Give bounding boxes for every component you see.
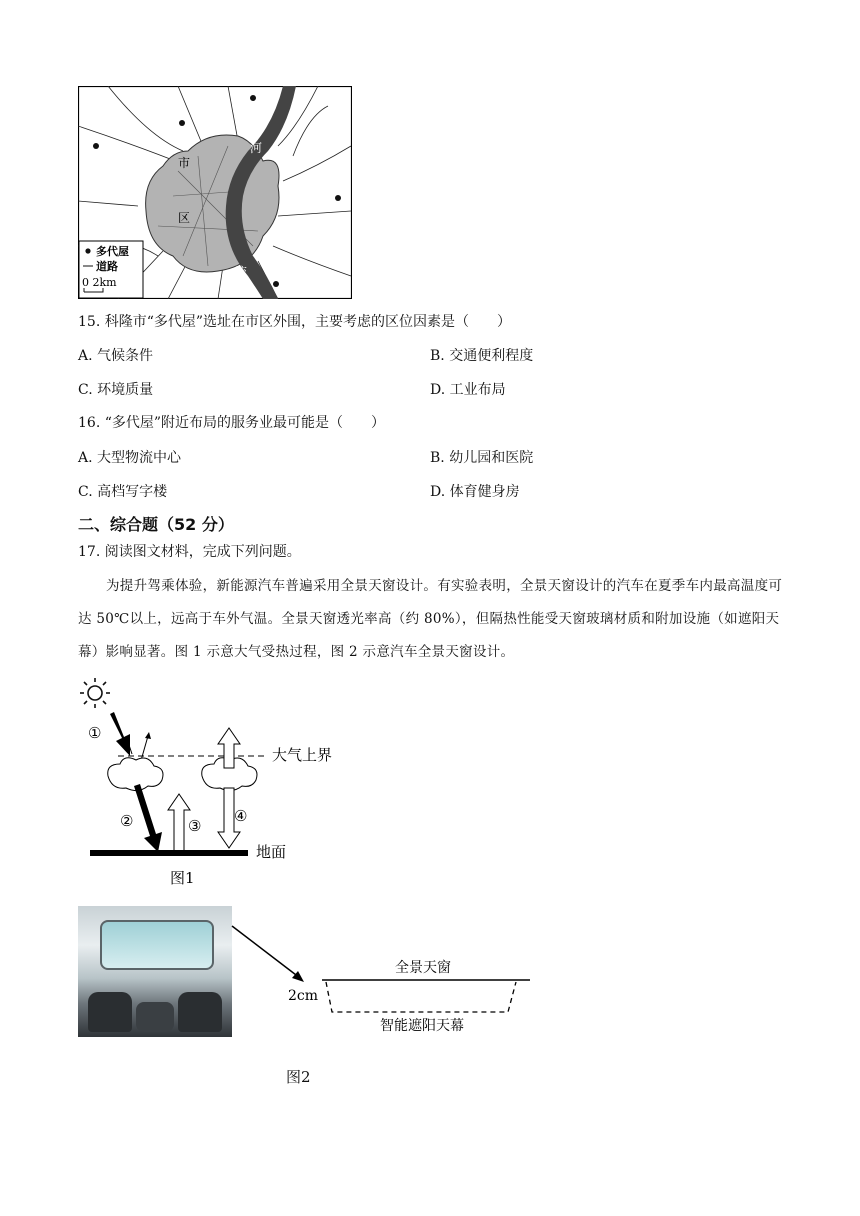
q16-option-a: A. 大型物流中心 [78, 450, 182, 466]
seat-right [178, 992, 222, 1032]
seat-left [88, 992, 132, 1032]
figure-1-caption: 图1 [170, 869, 195, 887]
atmosphere-top-label: 大气上界 [272, 746, 333, 764]
q17-stem: 17. 阅读图文材料，完成下列问题。 [78, 544, 301, 560]
label-4: ④ [234, 807, 248, 825]
q15-option-b: B. 交通便利程度 [430, 348, 534, 364]
q15-option-c: C. 环境质量 [78, 382, 154, 398]
city-map [78, 86, 352, 299]
shade-label: 智能遮阳天幕 [380, 1018, 464, 1034]
legend-house: 多代屋 [96, 245, 129, 258]
arrow-3 [168, 794, 190, 852]
label-2: ② [120, 812, 134, 830]
car-interior-photo [78, 906, 232, 1037]
arrow-2 [134, 784, 162, 852]
legend-scale: 0 2km [82, 276, 117, 289]
ground-label: 地面 [256, 843, 287, 861]
figure-2-caption: 图2 [286, 1068, 311, 1086]
label-3: ③ [188, 817, 202, 835]
q15-stem: 15. 科隆市“多代屋”选址在市区外围，主要考虑的区位因素是（ ） [78, 314, 512, 330]
figure-1 [78, 676, 338, 891]
label-1: ① [88, 724, 102, 742]
map-label-qu: 区 [178, 211, 191, 225]
ground-bar [90, 850, 248, 856]
map-label-he: 河 [250, 141, 263, 155]
q16-option-b: B. 幼儿园和医院 [430, 450, 534, 466]
seat-rear [136, 1002, 174, 1032]
legend-road: 道路 [96, 260, 118, 273]
sun-icon [80, 678, 110, 708]
map-label-shi: 市 [178, 156, 191, 170]
section-title: 二、综合题（52 分） [78, 515, 234, 534]
q16-stem: 16. “多代屋”附近布局的服务业最可能是（ ） [78, 415, 386, 431]
shade-line [326, 982, 516, 1012]
arrow-1 [110, 712, 130, 756]
q16-option-d: D. 体育健身房 [430, 484, 520, 500]
map-label-liu: 流 [235, 265, 248, 279]
q15-option-a: A. 气候条件 [78, 348, 154, 364]
gap-label: 2cm [288, 988, 319, 1004]
sunroof-label: 全景天窗 [395, 960, 451, 976]
figure-2-diagram [230, 920, 540, 1040]
sunroof-glass [100, 920, 214, 970]
q16-option-c: C. 高档写字楼 [78, 484, 168, 500]
q17-paragraph: 为提升驾乘体验，新能源汽车普遍采用全景天窗设计。有实验表明，全景天窗设计的汽车在夏季车内最高温度可达 50℃以上，远高于车外气温。全景天窗透光率高（约 80%），但隔热性能受天窗玻璃材质和附加设施（如遮阳天幕）影响显著。图 1 示意大气受热过程，图 2 示意汽车全景天窗设计。 [78, 578, 783, 660]
q15-option-d: D. 工业布局 [430, 382, 506, 398]
